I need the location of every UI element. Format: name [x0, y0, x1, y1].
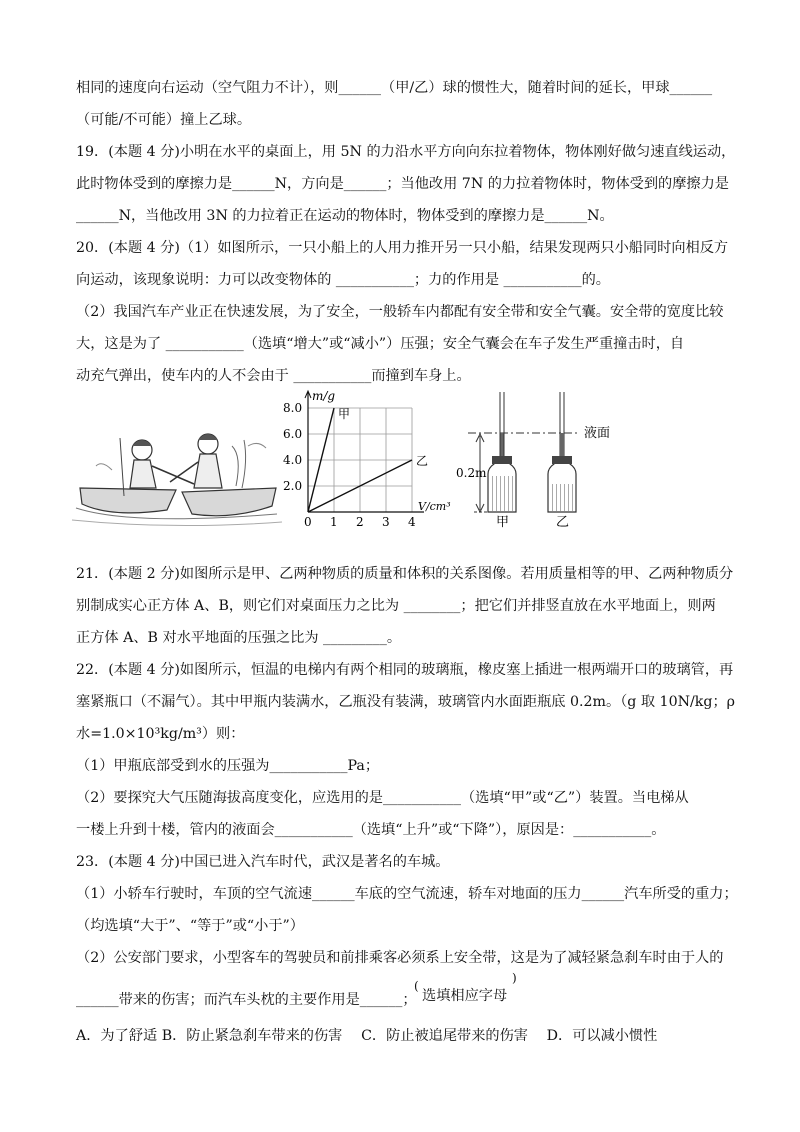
- q22-text-line-4: （1）甲瓶底部受到水的压强为___________Pa；: [76, 758, 380, 774]
- q20-text-line-5: 动充气弹出，使车内的人不会由于 ___________而撞到车身上。: [76, 368, 471, 384]
- y-tick-label: 4.0: [283, 453, 303, 467]
- height-label: 0.2m: [456, 466, 487, 480]
- q21-text-line-2: 别制成实心正方体 A、B，则它们对桌面压力之比为 ________；把它们并排竖直放在水平地面上，则两: [76, 598, 716, 614]
- q19-text-line-1: 19．(本题 4 分)小明在水平的桌面上，用 5N 的力沿水平方向向东拉着物体，物体刚好做匀速直线运动，: [76, 144, 736, 160]
- q23-text-line-2: （1）小轿车行驶时，车顶的空气流速______车底的空气流速，轿车对地面的压力______汽车所受的重力；: [76, 886, 738, 902]
- q22-text-line-6: 一楼上升到十楼，管内的液面会___________（选填“上升”或“下降”），原因是：___________。: [76, 822, 666, 838]
- q21-text-line-1: 21．(本题 2 分)如图所示是甲、乙两种物质的质量和体积的关系图像。若用质量相等的甲、乙两种物质分: [76, 566, 734, 582]
- paren-close: ): [512, 971, 517, 985]
- q20-text-line-2: 向运动，该现象说明：力可以改变物体的 ___________；力的作用是 ___________的。: [76, 272, 610, 288]
- bottle-jia: [488, 392, 516, 512]
- x-tick-label: 3: [382, 515, 390, 529]
- x-axis-label: V/cm³: [418, 500, 451, 513]
- x-tick-label: 0: [304, 515, 312, 529]
- bottle-yi: [548, 392, 576, 512]
- x-tick-label: 1: [330, 515, 338, 529]
- liquid-level-label: 液面: [584, 426, 611, 441]
- bottle-jia-label: 甲: [496, 515, 510, 530]
- q22-text-line-3: 水=1.0×10³kg/m³）则：: [76, 726, 245, 742]
- q21-text-line-3: 正方体 A、B 对水平地面的压强之比为 _________。: [76, 630, 402, 646]
- q19-text-line-2: 此时物体受到的摩擦力是______N，方向是______；当他改用 7N 的力拉着物体时，物体受到的摩擦力是: [76, 176, 729, 192]
- figures-row: [0, 378, 800, 528]
- series-label-yi: 乙: [416, 454, 429, 468]
- q23-text-line-5: ______带来的伤害；而汽车头枕的主要作用是______；: [76, 992, 417, 1008]
- q23-text-line-4: （2）公安部门要求，小型客车的驾驶员和前排乘客必须系上安全带，这是为了减轻紧急刹车时由于人的: [76, 950, 724, 966]
- series-label-jia: 甲: [338, 407, 351, 421]
- y-tick-label: 2.0: [283, 479, 303, 493]
- q23-text-line-1: 23．(本题 4 分)中国已进入汽车时代，武汉是著名的车城。: [76, 854, 450, 870]
- y-axis-label: m/g: [312, 389, 336, 403]
- paren-open: (: [414, 979, 419, 993]
- q23-answer-hint: 选填相应字母: [422, 988, 508, 1004]
- q18-text-line-2: （可能/不可能）撞上乙球。: [76, 112, 252, 128]
- y-tick-label: 8.0: [283, 401, 303, 415]
- mass-volume-chart: [282, 378, 462, 528]
- bottle-yi-label: 乙: [556, 515, 570, 530]
- boat-illustration: [72, 426, 282, 530]
- q20-text-line-3: （2）我国汽车产业正在快速发展，为了安全，一般轿车内都配有安全带和安全气囊。安全带的宽度比较: [76, 304, 724, 320]
- q18-text-line-1: 相同的速度向右运动（空气阻力不计），则______（甲/乙）球的惯性大，随着时间的延长，甲球______: [76, 80, 713, 96]
- q22-text-line-5: （2）要探究大气压随海拔高度变化，应选用的是___________（选填“甲”或“乙”）装置。当电梯从: [76, 790, 689, 806]
- q20-text-line-1: 20．(本题 4 分)（1）如图所示，一只小船上的人用力推开另一只小船，结果发现两只小船同时向相反方: [76, 240, 729, 256]
- q22-text-line-2: 塞紧瓶口（不漏气）。其中甲瓶内装满水，乙瓶没有装满，玻璃管内水面距瓶底 0.2m。（g 取 10N/kg；ρ: [76, 694, 736, 710]
- x-tick-label: 4: [408, 515, 416, 529]
- q19-text-line-3: ______N，当他改用 3N 的力拉着正在运动的物体时，物体受到的摩擦力是______N。: [76, 208, 614, 224]
- x-tick-label: 2: [356, 515, 364, 529]
- q20-text-line-4: 大，这是为了 ___________（选填“增大”或“减小”）压强；安全气囊会在车子发生严重撞击时，自: [76, 336, 685, 352]
- bottles-diagram: [456, 378, 630, 530]
- y-tick-label: 6.0: [283, 427, 303, 441]
- q22-text-line-1: 22．(本题 4 分)如图所示，恒温的电梯内有两个相同的玻璃瓶，橡皮塞上插进一根两端开口的玻璃管，再: [76, 662, 734, 678]
- q23-text-line-3: （均选填“大于”、“等于”或“小于”）: [76, 918, 304, 934]
- q23-options-line: A．为了舒适 B．防止紧急刹车带来的伤害 C．防止被追尾带来的伤害 D．可以减小惯性: [76, 1028, 658, 1044]
